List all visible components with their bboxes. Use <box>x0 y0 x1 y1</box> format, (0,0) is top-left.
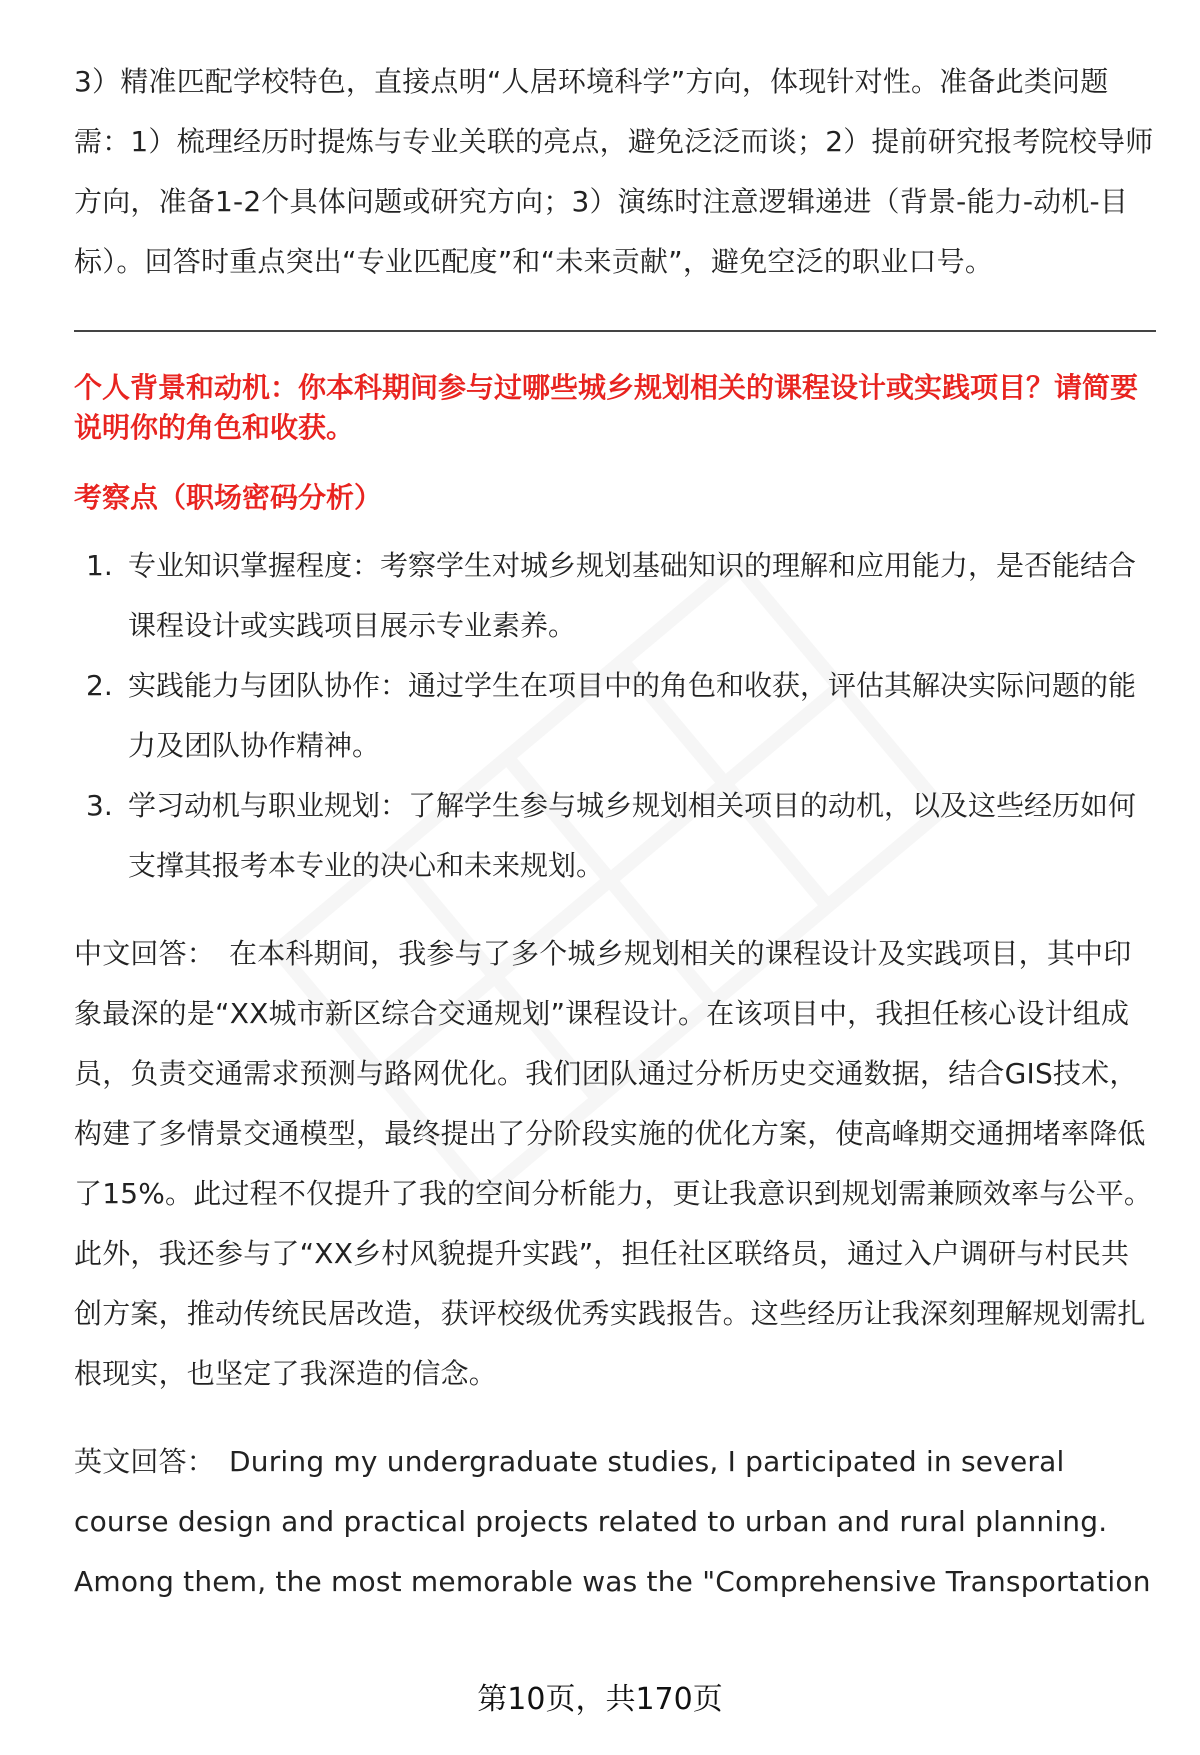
english-answer-text: During my undergraduate studies, I participated in several course design and practical projects related to urban and rural planning. Among them, the most memorable was the "Comprehensive Transportation <box>74 1445 1151 1598</box>
list-item <box>74 656 1156 776</box>
list-item <box>74 776 1156 896</box>
question-subheading: 考察点（职场密码分析） <box>74 481 383 514</box>
list-item-number: 3. <box>86 789 113 822</box>
question-title: 个人背景和动机：你本科期间参与过哪些城乡规划相关的课程设计或实践项目？请简要说明你的角色和收获。 <box>74 371 1139 444</box>
main-content <box>74 52 1156 1612</box>
list-item-text: 实践能力与团队协作：通过学生在项目中的角色和收获，评估其解决实际问题的能力及团队协作精神。 <box>128 669 1137 762</box>
english-answer-label: 英文回答： <box>74 1445 216 1478</box>
page-number-footer: 第10页，共170页 <box>477 1682 723 1717</box>
chinese-answer <box>74 924 1156 1404</box>
intro-paragraph: 3）精准匹配学校特色，直接点明“人居环境科学”方向，体现针对性。准备此类问题需：1）梳理经历时提炼与专业关联的亮点，避免泛泛而谈；2）提前研究报考院校导师方向，准备1-2个具体问题或研究方向；3）演练时注意逻辑递进（背景-能力-动机-目标）。回答时重点突出“专业匹配度”和“未来贡献”，避免空泛的职业口号。 <box>74 65 1154 278</box>
chinese-answer-text: 在本科期间，我参与了多个城乡规划相关的课程设计及实践项目，其中印象最深的是“XX城市新区综合交通规划”课程设计。在该项目中，我担任核心设计组成员，负责交通需求预测与路网优化。我们团队通过分析历史交通数据，结合GIS技术，构建了多情景交通模型，最终提出了分阶段实施的优化方案，使高峰期交通拥堵率降低了15%。此过程不仅提升了我的空间分析能力，更让我意识到规划需兼顾效率与公平。此外，我还参与了“XX乡村风貌提升实践”，担任社区联络员，通过入户调研与村民共创方案，推动传统民居改造，获评校级优秀实践报告。这些经历让我深刻理解规划需扎根现实，也坚定了我深造的信念。 <box>74 937 1153 1390</box>
assessment-points-list <box>74 536 1156 896</box>
list-item-number: 2. <box>86 669 113 702</box>
list-item <box>74 536 1156 656</box>
list-item-text: 学习动机与职业规划：了解学生参与城乡规划相关项目的动机，以及这些经历如何支撑其报考本专业的决心和未来规划。 <box>128 789 1137 882</box>
list-item-text: 专业知识掌握程度：考察学生对城乡规划基础知识的理解和应用能力，是否能结合课程设计或实践项目展示专业素养。 <box>128 549 1137 642</box>
list-item-number: 1. <box>86 549 113 582</box>
chinese-answer-label: 中文回答： <box>74 937 216 970</box>
section-divider <box>74 330 1156 332</box>
english-answer <box>74 1432 1156 1612</box>
